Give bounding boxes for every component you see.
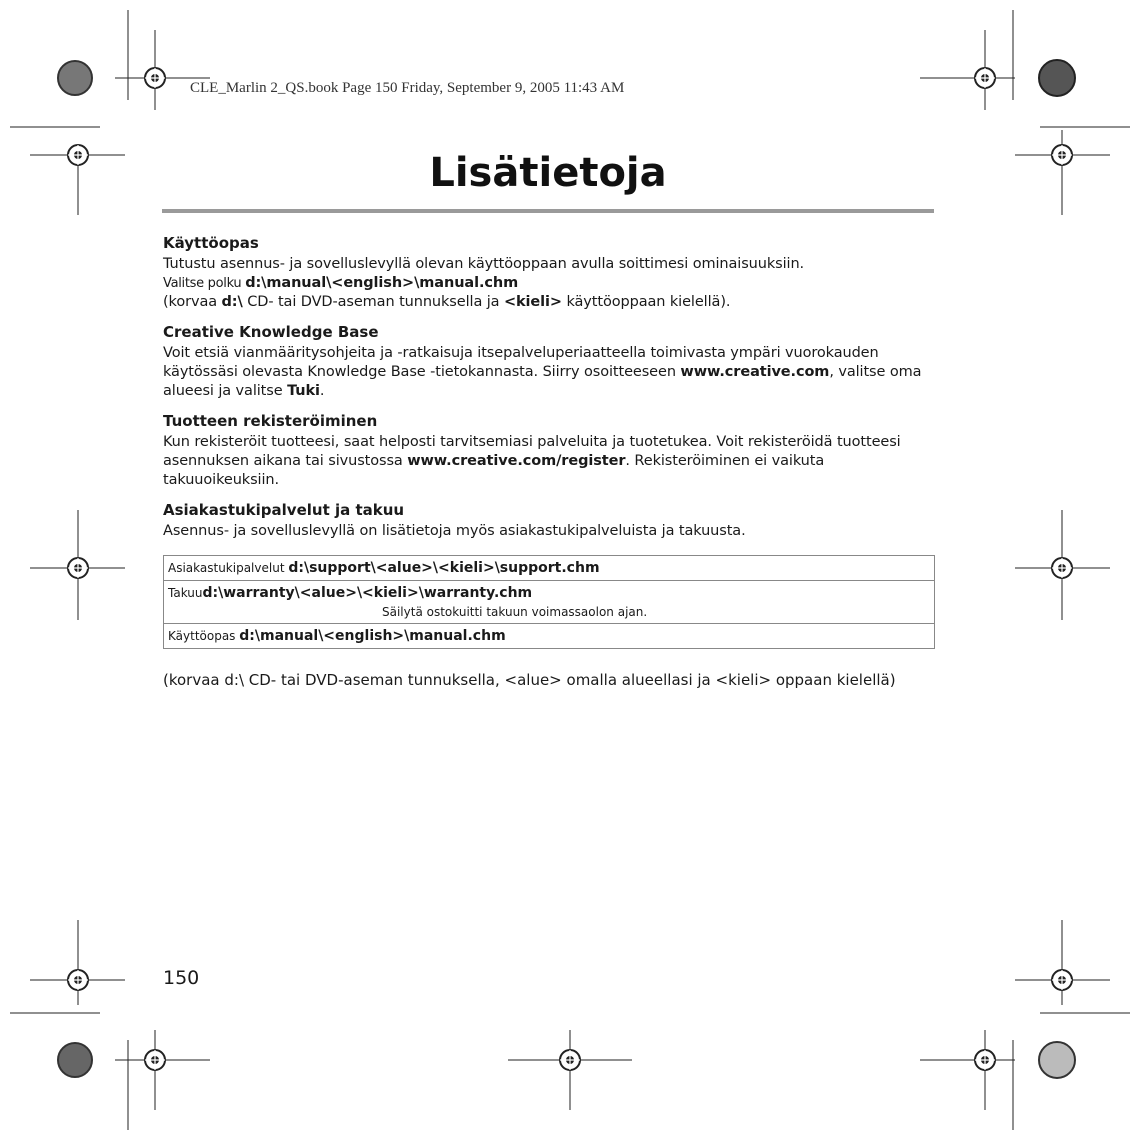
table-row — [164, 581, 935, 624]
section-support-warranty — [163, 501, 938, 691]
content — [163, 234, 938, 702]
table-row — [164, 624, 935, 649]
table-cell: Asiakastukipalvelut d:\support\<alue>\<kieli>\support.chm — [164, 556, 935, 581]
table-cell: Käyttöopas d:\manual\<english>\manual.chm — [164, 624, 935, 649]
section-heading: Creative Knowledge Base — [163, 323, 379, 341]
section-user-guide — [163, 234, 938, 312]
registration-mark-middle-left — [30, 510, 125, 620]
warranty-note: Säilytä ostokuitti takuun voimassaolon ajan. — [382, 605, 648, 619]
creative-website: www.creative.com — [680, 364, 830, 380]
section-registration — [163, 412, 938, 490]
section-text: Tutustu asennus- ja sovelluslevyllä olevan käyttöoppaan avulla soittimesi ominaisuuksiin. Valitse polku d:\manual\<english>\manual.chm (korvaa d:\ CD- tai DVD-aseman tunnuksella ja <kieli> käyttöoppaan kielellä). — [163, 256, 805, 310]
section-knowledge-base — [163, 323, 938, 401]
registration-mark-bottom-left — [10, 920, 210, 1130]
section-text: Kun rekisteröit tuotteesi, saat helposti tarvitsemiasi palveluita ja tuotetukea. Voit rekisteröidä tuotteesi asennuksen aikana tai sivustossa www.creative.com/register. Rekisteröiminen ei vaikuta takuuoikeuksiin. — [163, 434, 901, 488]
table-cell: Takuud:\warranty\<alue>\<kieli>\warranty.chm Säilytä ostokuitti takuun voimassaolon ajan. — [164, 581, 935, 624]
section-heading: Käyttöopas — [163, 234, 259, 252]
section-text: Asennus- ja sovelluslevyllä on lisätietoja myös asiakastukipalveluista ja takuusta. — [163, 523, 746, 539]
registration-mark-top-right — [920, 10, 1130, 215]
title-rule — [162, 209, 934, 213]
section-heading: Tuotteen rekisteröiminen — [163, 412, 378, 430]
footnote: (korvaa d:\ CD- tai DVD-aseman tunnuksella, <alue> omalla alueellasi ja <kieli> oppaan kielellä) — [163, 671, 896, 689]
section-heading: Asiakastukipalvelut ja takuu — [163, 501, 405, 519]
page-number: 150 — [163, 967, 200, 989]
register-website: www.creative.com/register — [407, 453, 626, 469]
paths-table — [163, 555, 935, 649]
registration-mark-bottom-center — [508, 1030, 632, 1110]
registration-mark-bottom-right — [920, 920, 1130, 1130]
book-header-line: CLE_Marlin 2_QS.book Page 150 Friday, September 9, 2005 11:43 AM — [190, 80, 625, 96]
manual-path: d:\manual\<english>\manual.chm — [245, 275, 519, 291]
registration-mark-middle-right — [1015, 510, 1110, 620]
page-title: Lisätietoja — [429, 150, 667, 196]
table-row — [164, 556, 935, 581]
section-text: Voit etsiä vianmääritysohjeita ja -ratkaisuja itsepalveluperiaatteella toimivasta ympäri vuorokauden käytössäsi olevasta Knowledge Base -tietokannasta. Siirry osoitteeseen www.creative.com, valitse oma alueesi ja valitse Tuki. — [163, 345, 922, 399]
